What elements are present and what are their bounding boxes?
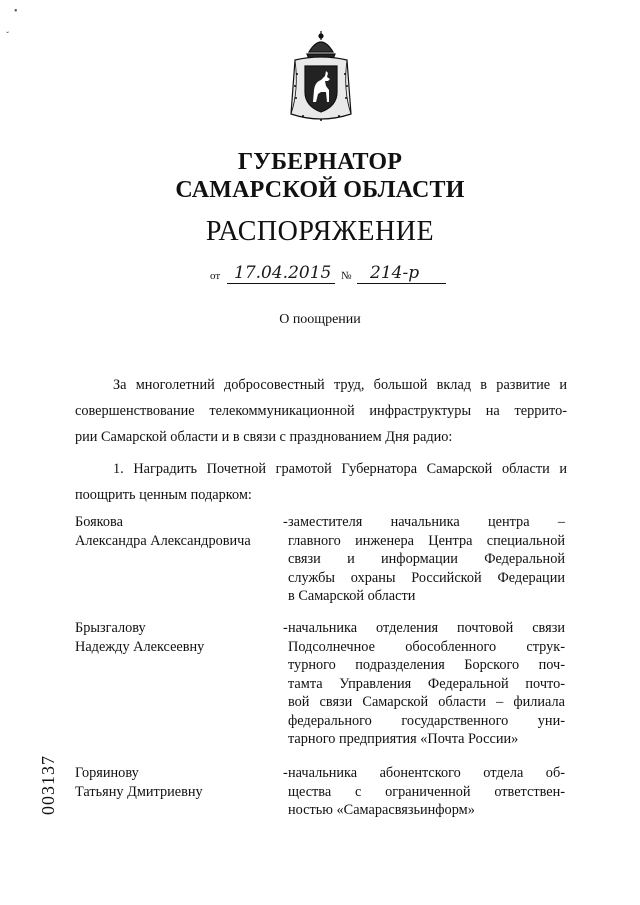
recipient-given-names: Татьяну Дмитриевну xyxy=(75,783,203,800)
recipient-surname: Брызгалову xyxy=(75,620,146,636)
position-line: тамта Управления Федеральной почто- xyxy=(288,675,565,692)
coat-of-arms-emblem xyxy=(285,30,357,126)
region-title: САМАРСКОЙ ОБЛАСТИ xyxy=(175,177,465,203)
scan-mark: • xyxy=(14,6,18,17)
position-line: тарного предприятия «Почта России» xyxy=(288,731,519,747)
paragraph-line: рии Самарской области и в связи с празднованием Дня радио: xyxy=(75,429,453,445)
paragraph-line: совершенствование телекоммуникационной инфраструктуры на террито- xyxy=(75,403,567,419)
recipient-surname: Горяинову xyxy=(75,765,139,781)
intro-paragraph xyxy=(75,372,567,450)
date-prefix: от xyxy=(210,270,221,282)
recipient-name xyxy=(75,619,275,656)
registration-number: 003137 xyxy=(38,755,58,815)
recipient-given-names: Надежду Алексеевну xyxy=(75,638,205,655)
position-line: турного подразделения Борского поч- xyxy=(288,657,565,673)
recipient-position xyxy=(288,619,565,749)
position-line: ностью «Самарасвязьинформ» xyxy=(288,802,475,818)
paragraph-line: За многолетний добросовестный труд, большой вклад в развитие и xyxy=(113,377,567,393)
date-underline xyxy=(227,283,335,284)
position-line: главного инженера Центра специальной xyxy=(288,532,565,549)
recipient-position xyxy=(288,513,565,606)
handwritten-number: 214-р xyxy=(370,263,420,283)
date-number-row xyxy=(210,260,450,284)
position-line: Подсолнечное обособленного струк- xyxy=(288,638,565,655)
position-line: службы охраны Российской Федерации xyxy=(288,569,565,586)
scan-mark: ˇ xyxy=(6,30,9,40)
entry-dash: - xyxy=(283,620,288,636)
position-line: начальника абонентского отдела об- xyxy=(288,765,565,781)
paragraph-line: 1. Наградить Почетной грамотой Губернатора Самарской области и xyxy=(113,461,567,477)
handwritten-date: 17.04.2015 xyxy=(234,263,332,283)
position-line: начальника отделения почтовой связи xyxy=(288,620,565,636)
recipient-position xyxy=(288,764,565,820)
item-1-paragraph xyxy=(75,456,567,508)
position-line: федерального государственного уни- xyxy=(288,712,565,729)
entry-dash: - xyxy=(283,514,288,530)
number-prefix: № xyxy=(341,270,352,282)
recipient-name xyxy=(75,764,275,801)
document-subject: О поощрении xyxy=(279,312,361,327)
number-underline xyxy=(357,283,446,284)
entry-dash: - xyxy=(283,765,288,781)
position-line: связи и информации Федеральной xyxy=(288,551,565,567)
position-line: щества с ограниченной ответствен- xyxy=(288,783,565,800)
position-line: вой связи Самарской области – филиала xyxy=(288,694,565,710)
paragraph-line: поощрить ценным подарком: xyxy=(75,487,252,503)
position-line: в Самарской области xyxy=(288,588,416,604)
recipient-surname: Боякова xyxy=(75,514,123,530)
recipient-name xyxy=(75,513,275,550)
recipient-given-names: Александра Александровича xyxy=(75,532,251,549)
position-line: заместителя начальника центра – xyxy=(288,514,565,530)
document-type-title: РАСПОРЯЖЕНИЕ xyxy=(205,216,435,247)
governor-title: ГУБЕРНАТОР xyxy=(237,149,403,175)
